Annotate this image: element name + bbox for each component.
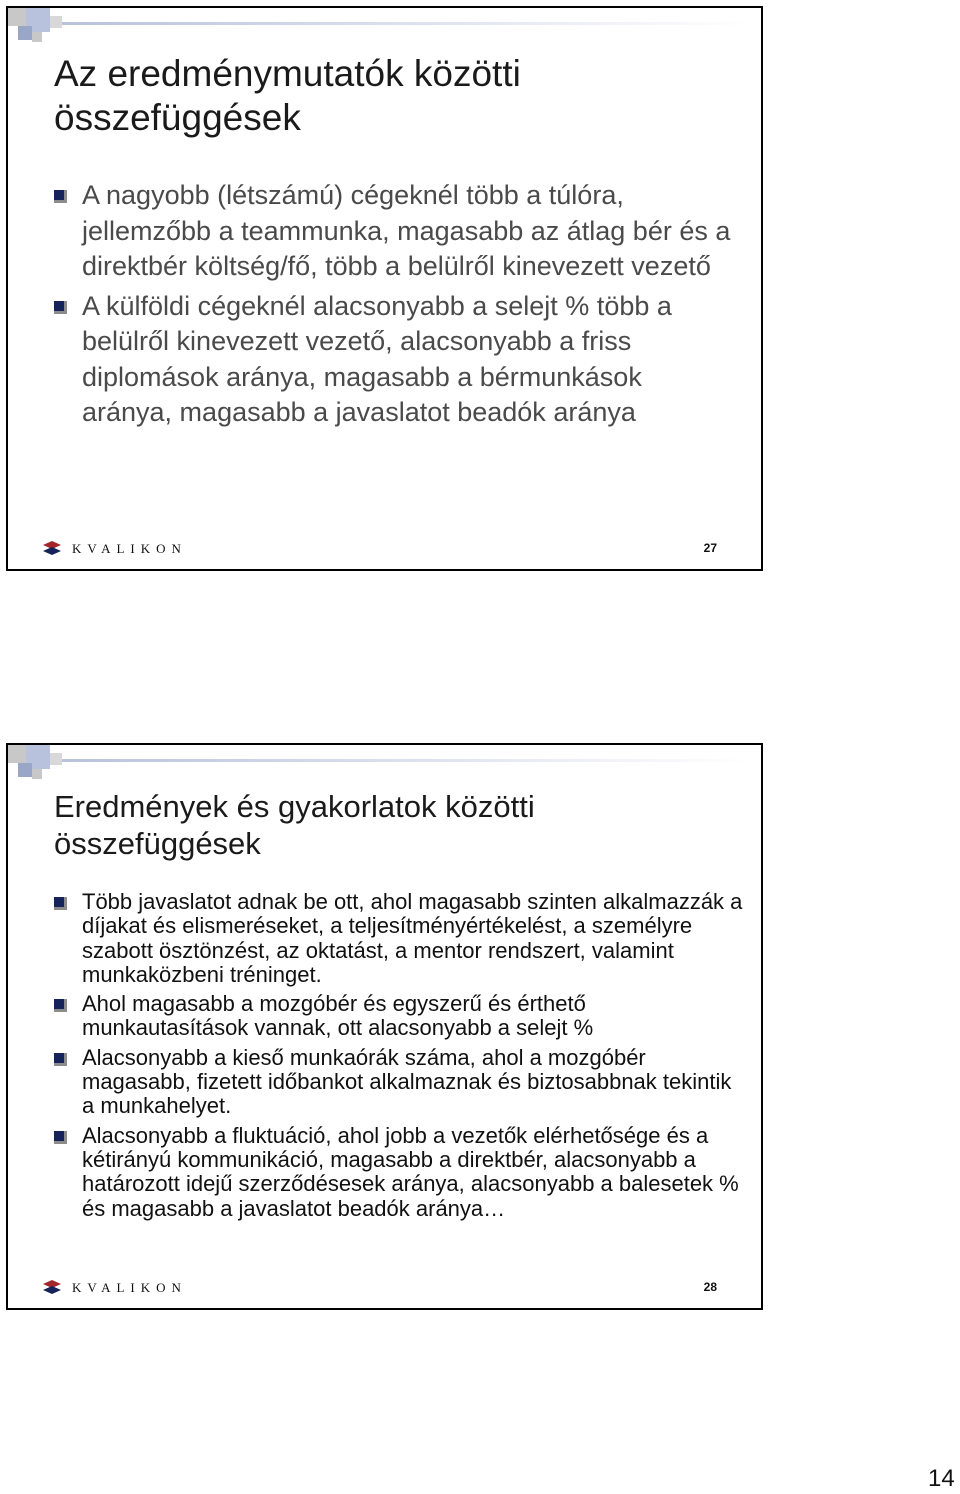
bullet-item (54, 178, 734, 285)
slide-page-number: 28 (703, 1280, 717, 1294)
title-line: összefüggések (54, 96, 301, 138)
square-bullet-icon (54, 190, 67, 203)
slide-title (54, 52, 521, 139)
title-line: összefüggések (54, 825, 261, 861)
kvalikon-logo (42, 1278, 187, 1298)
bullet-item (54, 890, 744, 987)
bullet-item (54, 1124, 744, 1221)
bullet-list (54, 890, 744, 1226)
slide-28 (6, 743, 763, 1310)
square-bullet-icon (54, 897, 67, 910)
document-page-number: 14 (928, 1465, 955, 1492)
bullet-list (54, 178, 734, 435)
logo-text: KVALIKON (72, 1280, 187, 1295)
slide-title (54, 789, 535, 862)
logo-mark-icon (42, 541, 62, 557)
bullet-text: Ahol magasabb a mozgóbér és egyszerű és érthető munkautasítások vannak, ott alacsonyabb a selejt % (82, 991, 594, 1041)
bullet-text: Alacsonyabb a fluktuáció, ahol jobb a vezetők elérhetősége és a kétirányú kommunikáció, magasabb a direktbér, alacsonyabb a határozott idejű szerződésesek aránya, alacsonyabb a balesetek % és magasabb a javaslatot beadók aránya… (82, 1122, 739, 1221)
square-bullet-icon (54, 301, 67, 314)
slide-27 (6, 6, 763, 571)
square-bullet-icon (54, 1131, 67, 1144)
kvalikon-logo (42, 539, 187, 559)
slide-corner-decoration (8, 8, 763, 48)
bullet-item (54, 289, 734, 431)
bullet-text: A külföldi cégeknél alacsonyabb a selejt % több a belülről kinevezett vezető, alacsonyabb a friss diplomások aránya, magasabb a bérmunkások aránya, magasabb a javaslatot beadók aránya (82, 290, 672, 427)
bullet-item (54, 992, 744, 1041)
slide-corner-decoration (8, 745, 763, 785)
logo-mark-icon (42, 1280, 62, 1296)
bullet-text: Több javaslatot adnak be ott, ahol magasabb szinten alkalmazzák a díjakat és elismeréseket, a teljesítményértékelést, a személyre szabott ösztönzést, az oktatást, a mentor rendszert, valamint munkaközbeni tréninget. (82, 889, 743, 987)
slide-page-number: 27 (703, 541, 717, 555)
bullet-text: Alacsonyabb a kieső munkaórák száma, ahol a mozgóbér magasabb, fizetett időbankot alkalmaznak és biztosabbnak tekintik a munkahelyet. (82, 1044, 732, 1119)
logo-text: KVALIKON (72, 541, 187, 556)
square-bullet-icon (54, 1053, 67, 1066)
square-bullet-icon (54, 999, 67, 1012)
bullet-item (54, 1046, 744, 1119)
title-line: Eredmények és gyakorlatok közötti (54, 789, 535, 824)
bullet-text: A nagyobb (létszámú) cégeknél több a túlóra, jellemzőbb a teammunka, magasabb az átlag bér és a direktbér költség/fő, több a belülről kinevezett vezető (82, 180, 731, 281)
title-line: Az eredménymutatók közötti (54, 53, 521, 94)
